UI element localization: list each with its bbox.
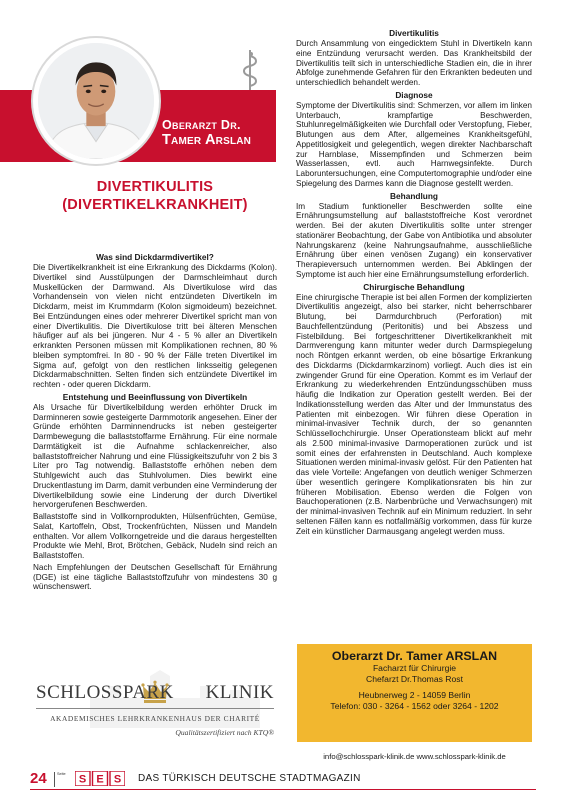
paragraph: Ballaststoffe sind in Vollkornprodukten, Hülsenfrüchten, Gemüse, Salat, Kartoffeln, Obst, Trockenfrüchten, Nüssen und Mandeln enthalten. Vor allem Vollkorngetreide und die daraus hergestellten Produkte wie Mehl, Brot, Brötchen, Gebäck, Nudeln sind reich an Ballaststoffen. (33, 512, 277, 560)
doctor-title (162, 118, 276, 149)
ses-logo-icon (75, 771, 125, 786)
contact-address: Heubnerweg 2 - 14059 Berlin (358, 690, 471, 700)
contact-box (297, 644, 532, 742)
section-heading: Chirurgische Behandlung (363, 281, 465, 292)
footer-rule (30, 789, 536, 790)
svg-text:S: S (113, 773, 122, 786)
clinic-subtitle: AKADEMISCHES LEHRKRANKENHAUS DER CHARITÉ (50, 714, 260, 723)
article-headline (30, 178, 280, 214)
clinic-name-right: KLINIK (205, 682, 274, 703)
paragraph: Eine chirurgische Therapie ist bei allen Formen der komplizierten Divertikulitis angezeigt, also bei starker, nicht beherrschbarer Blutung, bei Darmdurchbruch (Perforation) mit Bauchfellentzündung (Peritonitis) und bei Abszess und Fistelbildung. Bei fortgeschrittener Divertikelkrankheit mit Darmverengung kann mitunter weder durch Darmspiegelung noch Röntgen erkannt werden, ob eine bösartige Erkrankung des Dickdarms (Dickdarmkarzinom) vorliegt. Auch dies ist ein zwingender Grund für eine Operation. Kommt es im Verlauf der Erkrankung zu wiederkehrenden Entzündungsschüben muss häufig die Indikation zur Operation gestellt werden. Bei der Indikationsstellung werden das Alter und der Immunstatus des Patienten mit einbezogen. Wir führen diese Operation in minimal-invasiver Technik durch, der so genannten Schlüssellochchirurgie. Unser Operationsteam blickt auf mehr als 2.500 minimal-invasive Darmoperationen zurück und ist somit eines der erfahrensten in Deutschland. Auch komplexe Situationen werden minimal-invasiv gelöst. Für den Patienten hat das viele Vorteile: Angefangen von deutlich weniger Schmerzen über wesentlich geringere Komplikationsraten bis hin zur früheren Mobilisation. Ebenso werden die Folgen von Bauchoperationen (z.B. Narbenbrüche und Verwachsungen) mit der minimal-invasiven Technik auf ein Minimum reduziert. In sehr seltenen Fällen kann es notfallmäßig vorkommen, dass für kurze Zeit ein künstlicher Darmausgang angelegt werden muss. (296, 292, 532, 536)
paragraph: Im Stadium funktioneller Beschwerden sollte eine Ernährungsumstellung auf ballaststoffreiche Kost verordnet werden. Bei der akuten Divertikulitis sollte unter strenger stationärer Beobachtung, der Gabe von Antibiotika und absoluter Nahrungskarenz (keine Nahrungsaufnahme, ausschließliche Ernährung über einen venösen Zugang) ein konservativer Therapieversuch unternommen werden. Bei Abklingen der Symptome ist auch hier eine Ernährungsumstellung erforderlich. (296, 201, 532, 279)
portrait-image (38, 43, 154, 159)
clinic-name (36, 682, 274, 704)
svg-text:S: S (78, 773, 87, 786)
rod-of-asclepius-icon (238, 48, 262, 92)
clinic-name-left: SCHLOSSPARK (36, 682, 174, 703)
section-heading: Entstehung und Beeinflussung von Divertikeln (62, 391, 248, 402)
headline-line-2: (DIVERTIKELKRANKHEIT) (62, 197, 248, 213)
paragraph: Durch Ansammlung von eingedicktem Stuhl in Divertikeln kann eine Entzündung verursacht werden. Das Krankheitsbild der Divertikulitis teilt sich in unterschiedliche Stadien ein, die in ihrer Abfolge zunehmende Gefahren für den Erkrankten bedeuten und unterschiedlich behandelt werden. (296, 39, 532, 87)
paragraph: Symptome der Divertikulitis sind: Schmerzen, vor allem im linken Unterbauch, krampfartige Beschwerden, Stuhlunregelmäßigkeiten wie Durchfall oder Verstopfung, Fieber, Blutungen aus dem After, allgemeines Krankheitsgefühl, Appetitlosigkeit und gelegentlich, wegen direkter Nachbarschaft zur Harnblase, Missempfinden und Schmerzen beim Wasserlassen, evtl. auch Harnwegsinfekte. Durch Laboruntersuchungen, eine Computertomographie und/oder eine Spiegelung des Darmes kann die Diagnose gestellt werden. (296, 100, 532, 188)
svg-text:E: E (96, 773, 104, 786)
left-text-column (33, 250, 277, 594)
magazine-title: DAS TÜRKISCH DEUTSCHE STADTMAGAZIN (138, 773, 361, 784)
page-number: 24 (30, 770, 47, 787)
right-text-column (296, 26, 532, 538)
contact-role: Facharzt für Chirurgie (372, 663, 457, 673)
contact-phone: Telefon: 030 - 3264 - 1562 oder 3264 - 1202 (330, 700, 499, 711)
headline-line-1: DIVERTIKULITIS (96, 179, 214, 195)
section-heading: Divertikulitis (389, 28, 439, 38)
title-name: Tamer Arslan (162, 132, 252, 149)
section-heading: Diagnose (395, 89, 433, 100)
contact-web[interactable]: info@schlosspark-klinik.de www.schlosspark-klinik.de (323, 752, 506, 761)
doctor-portrait (33, 38, 159, 164)
contact-name: Oberarzt Dr. Tamer ARSLAN (331, 649, 498, 663)
section-heading: Behandlung (390, 190, 438, 201)
clinic-certification: Qualitätszertifiziert nach KTQ® (175, 728, 274, 737)
title-prefix: Oberarzt Dr. (162, 118, 241, 132)
page-label: Seite (57, 772, 66, 776)
paragraph: Nach Empfehlungen der Deutschen Gesellschaft für Ernährung (DGE) ist eine tägliche Ballaststoffzufuhr von mindestens 30 g wünschenswert. (33, 562, 277, 592)
page-footer (30, 768, 536, 790)
section-heading: Was sind Dickdarmdivertikel? (96, 252, 214, 262)
paragraph: Die Divertikelkrankheit ist eine Erkrankung des Dickdarms (Kolon). Divertikel sind Ausstülpungen der Darmschleimhaut durch Muskellücken der Darmwand. Als Divertikulose wird das Vorhandensein von vielen nicht entzündeten Divertikeln im Dickdarm, meist im Krummdarm (Kolon sigmoideum) bezeichnet. Bei Entzündungen eines oder mehrerer Divertikel spricht man von einer Divertikulitis. Die Divertikulose tritt bei älteren Menschen häufiger auf als bei jüngeren. Nur 4 - 5 % aller an Divertikeln erkrankten Personen müssen mit Komplikationen rechnen, 80 % bleiben symptomfrei. In 80 - 90 % der Fälle treten Divertikel im Sigma auf, gefolgt von den restlichen linksseitig gelegenen Dickdarmabschnitten. Selten finden sich entzündete Divertikel im rechten - oder queren Dickdarm. (33, 263, 277, 389)
paragraph: Als Ursache für Divertikelbildung werden erhöhter Druck im Darminneren sowie gesteigerte Darmmotorik angesehen. Einer der Gründe erhöhten Darminnendrucks ist neben gesteigerter Darmbewegung die ballaststoffarme Ernährung. Für eine normale Darmtätigkeit ist die Aufnahme schlackenreicher, also ballaststoffreicher Nahrung und eine Flüssigkeitszufuhr von 2 bis 3 Liter pro Tag notwendig. Ballaststoffe erhöhen neben dem Stuhlgewicht auch das Stuhlvolumen. Dies bewirkt eine Druckentlastung im Darm, damit verbunden eine Verminderung der Divertikelbildung sowie eine Linderung der durch Divertikel hervorgerufenen Beschwerden. (33, 402, 277, 510)
contact-chief: Chefarzt Dr.Thomas Rost (366, 673, 463, 684)
clinic-logo (30, 668, 280, 760)
logo-divider (36, 708, 274, 709)
page-number-divider (54, 772, 55, 787)
